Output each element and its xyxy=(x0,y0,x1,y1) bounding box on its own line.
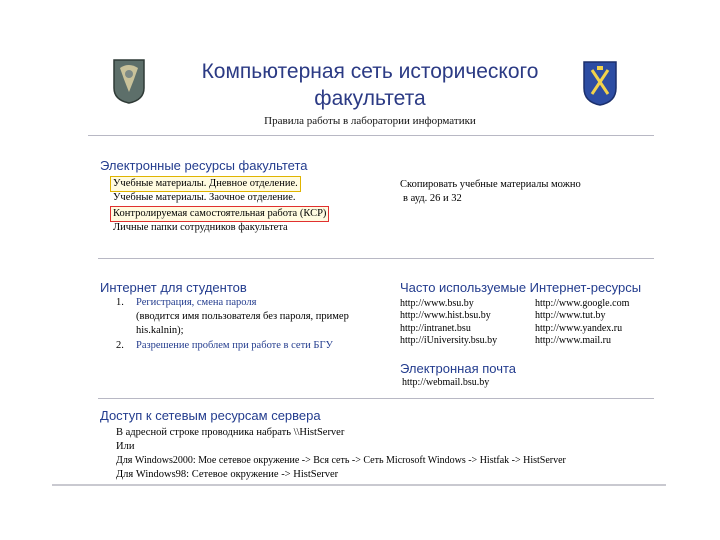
links-col-2 xyxy=(535,298,629,348)
copy-note-line-2: в ауд. 26 и 32 xyxy=(403,193,462,204)
title-line-2: факультета xyxy=(314,87,426,110)
internet-list xyxy=(116,296,386,353)
server-instruction-win2000: Для Windows2000: Мое сетевое окружение -> Вся сеть -> Сеть Microsoft Windows -> Histfak -> HistServer xyxy=(116,455,566,466)
link-intranet[interactable]: http://intranet.bsu xyxy=(400,322,471,334)
link-yandex[interactable]: http://www.yandex.ru xyxy=(535,322,623,334)
links-heading: Часто используемые Интернет-ресурсы xyxy=(400,280,642,295)
resource-ksr-link[interactable]: Контролируемая самостоятельная работа (КСР) xyxy=(110,206,329,222)
lab-rules-link[interactable]: Правила работы в лаборатории информатики xyxy=(264,115,476,127)
bottom-border xyxy=(52,484,666,486)
internet-heading: Интернет для студентов xyxy=(100,280,247,295)
internet-item-2-number: 2. xyxy=(116,340,124,351)
link-tut[interactable]: http://www.tut.by xyxy=(535,310,606,322)
divider-middle xyxy=(98,258,654,259)
resources-list xyxy=(110,176,329,236)
title-line-1: Компьютерная сеть исторического xyxy=(201,60,539,83)
internet-item-2 xyxy=(116,339,386,353)
network-troubleshoot-link[interactable]: Разрешение проблем при работе в сети БГУ xyxy=(136,340,333,351)
page-title xyxy=(150,58,590,112)
server-instructions xyxy=(116,426,636,482)
registration-link[interactable]: Регистрация, смена пароля xyxy=(136,297,257,308)
registration-note: (вводится имя пользователя без пароля, пример xyxy=(136,311,349,322)
links-col-1 xyxy=(400,298,497,348)
link-google[interactable]: http://www.google.com xyxy=(535,298,630,309)
registration-example: his.kalnin); xyxy=(136,325,184,336)
faculty-emblem-left xyxy=(112,58,146,104)
internet-item-1-number: 1. xyxy=(116,297,124,308)
resource-correspondence-materials-link[interactable]: Учебные материалы. Заочное отделение. xyxy=(113,192,296,203)
resource-staff-folders-link[interactable]: Личные папки сотрудников факультета xyxy=(113,222,288,233)
copy-note xyxy=(400,178,581,206)
resource-day-materials-link[interactable]: Учебные материалы. Дневное отделение. xyxy=(110,176,301,192)
divider-top xyxy=(88,135,654,136)
link-iuniversity[interactable]: http://iUniversity.bsu.by xyxy=(400,335,498,347)
server-instruction-path: В адресной строке проводника набрать \\HistServer xyxy=(116,427,345,438)
email-heading: Электронная почта xyxy=(400,361,517,376)
link-bsu[interactable]: http://www.bsu.by xyxy=(400,298,474,309)
server-heading: Доступ к сетевым ресурсам сервера xyxy=(100,408,321,423)
server-instruction-or: Или xyxy=(116,441,135,452)
link-mail[interactable]: http://www.mail.ru xyxy=(535,335,612,347)
resources-heading: Электронные ресурсы факультета xyxy=(100,158,308,173)
webmail-link[interactable]: http://webmail.bsu.by xyxy=(402,377,490,388)
link-hist-bsu[interactable]: http://www.hist.bsu.by xyxy=(400,310,491,322)
server-instruction-win98: Для Windows98: Сетевое окружение -> HistServer xyxy=(116,469,339,480)
internet-item-1 xyxy=(116,296,386,338)
copy-note-line-1: Скопировать учебные материалы можно xyxy=(400,179,581,190)
divider-lower xyxy=(98,398,654,399)
